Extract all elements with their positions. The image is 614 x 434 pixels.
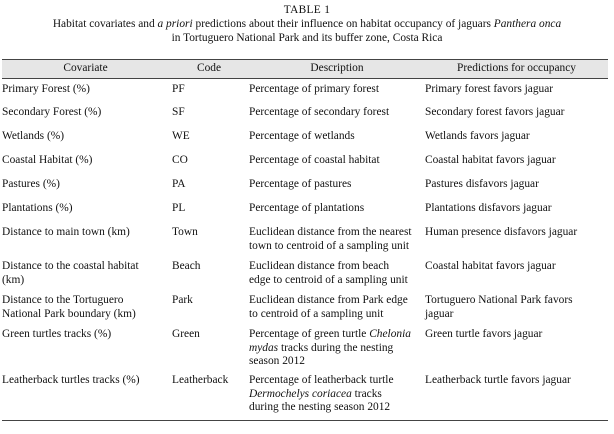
covariate-cell: Distance to the coastal habitat (km) — [2, 260, 139, 286]
table-row — [2, 106, 608, 130]
code-cell: PF — [172, 83, 185, 95]
description-cell: Euclidean distance from the nearest town to centroid of a sampling unit — [249, 226, 412, 252]
covariate-cell: Primary Forest (%) — [2, 83, 90, 95]
table-row — [2, 79, 608, 107]
covariate-cell: Green turtles tracks (%) — [2, 328, 112, 340]
covariate-cell: Distance to main town (km) — [2, 226, 130, 238]
table-row — [2, 260, 608, 294]
prediction-cell: Secondary forest favors jaguar — [425, 106, 565, 118]
code-cell: Beach — [172, 260, 201, 272]
description-cell: Percentage of plantations — [249, 202, 365, 214]
code-cell: WE — [172, 130, 190, 142]
covariate-cell: Wetlands (%) — [2, 130, 65, 142]
prediction-cell: Coastal habitat favors jaguar — [425, 260, 556, 272]
covariate-cell: Pastures (%) — [2, 178, 60, 190]
description-cell: Euclidean distance from beach edge to centroid of a sampling unit — [249, 260, 408, 286]
caption-line-2: in Tortuguero National Park and its buffer zone, Costa Rica — [171, 32, 443, 44]
description-cell: Percentage of coastal habitat — [249, 154, 380, 166]
covariate-cell: Leatherback turtles tracks (%) — [2, 374, 169, 421]
code-cell: PA — [172, 178, 186, 190]
prediction-cell: Pastures disfavors jaguar — [425, 178, 539, 190]
table-row — [2, 202, 608, 226]
table-row — [2, 130, 608, 154]
prediction-cell: Leatherback turtle favors jaguar — [425, 374, 608, 421]
description-cell: Percentage of pastures — [249, 178, 352, 190]
code-cell: Town — [172, 226, 198, 238]
covariate-cell: Plantations (%) — [2, 202, 73, 214]
table-row — [2, 294, 608, 328]
code-cell: PL — [172, 202, 186, 214]
prediction-cell: Wetlands favors jaguar — [425, 130, 530, 142]
covariate-cell: Coastal Habitat (%) — [2, 154, 93, 166]
description-cell: Percentage of secondary forest — [249, 106, 390, 118]
header-description: Description — [249, 60, 425, 79]
prediction-cell: Coastal habitat favors jaguar — [425, 154, 556, 166]
description-cell: Percentage of green turtle Chelonia mydas tracks during the nesting season 2012 — [249, 328, 411, 367]
prediction-cell: Tortuguero National Park favors jaguar — [425, 294, 573, 320]
table-row — [2, 328, 608, 374]
header-covariate: Covariate — [2, 60, 169, 79]
code-cell: Park — [172, 294, 193, 306]
prediction-cell: Human presence disfavors jaguar — [425, 226, 578, 238]
description-cell: Percentage of primary forest — [249, 83, 379, 95]
code-cell: SF — [172, 106, 185, 118]
prediction-cell: Primary forest favors jaguar — [425, 83, 554, 95]
table-row — [2, 226, 608, 260]
habitat-covariates-table — [2, 59, 608, 421]
prediction-cell: Green turtle favors jaguar — [425, 328, 543, 340]
covariate-cell: Distance to the Tortuguero National Park boundary (km) — [2, 294, 136, 320]
code-cell: Leatherback — [169, 374, 249, 421]
table-row — [2, 178, 608, 202]
covariate-cell: Secondary Forest (%) — [2, 106, 102, 118]
caption-line-1: Habitat covariates and a priori predictions about their influence on habitat occupancy of jaguars Panthera onca — [52, 18, 562, 30]
code-cell: Green — [172, 328, 200, 340]
table-row — [2, 374, 608, 421]
description-cell: Euclidean distance from Park edge to centroid of a sampling unit — [249, 294, 408, 320]
prediction-cell: Plantations disfavors jaguar — [425, 202, 552, 214]
table-label: TABLE 1 — [283, 4, 331, 16]
code-cell: CO — [172, 154, 188, 166]
table-header-row — [2, 60, 608, 79]
table-row — [2, 154, 608, 178]
description-cell: Percentage of leatherback turtle Dermochelys coriacea tracks during the nesting season 2012 — [249, 374, 425, 421]
header-predictions: Predictions for occupancy — [425, 60, 608, 79]
table-caption — [0, 3, 614, 45]
header-code: Code — [169, 60, 249, 79]
description-cell: Percentage of wetlands — [249, 130, 355, 142]
